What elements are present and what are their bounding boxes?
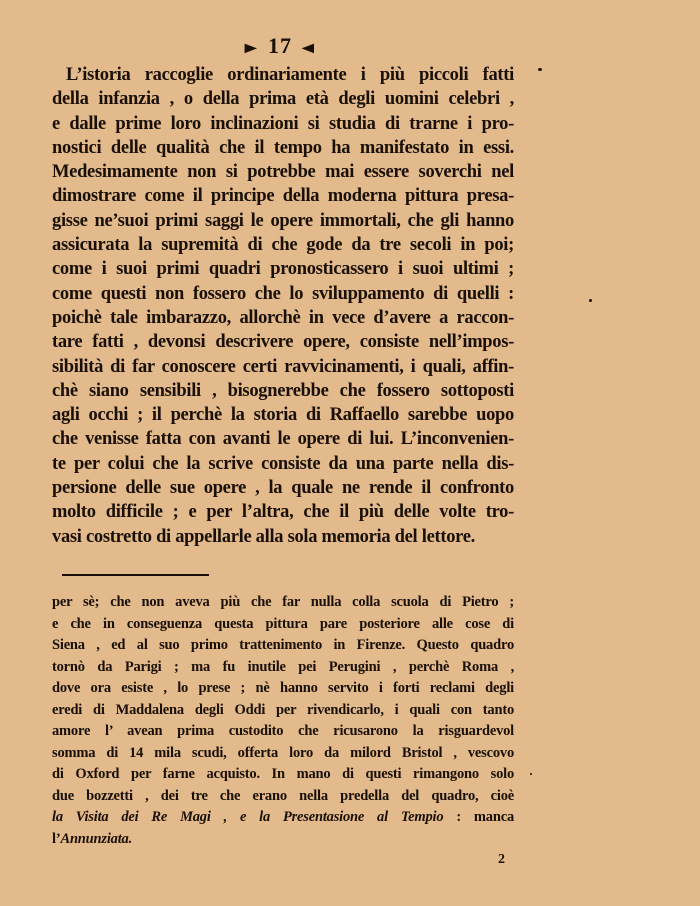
scan-speck (538, 68, 542, 71)
text-line: come questi non fossero che lo sviluppamento di quelli : (52, 283, 514, 304)
left-ornament-icon: ► (240, 40, 263, 57)
text-line: che venisse fatta con avanti le opere di lui. L’inconvenien- (52, 429, 514, 450)
footnote-line (52, 807, 514, 829)
text-line: persione delle sue opere , la quale ne rende il confronto (52, 478, 514, 499)
text-line: della infanzia , o della prima età degli uomini celebri , (52, 89, 514, 110)
text-line: L’istoria raccoglie ordinariamente i più piccoli fatti (66, 65, 514, 85)
footnote-line: amore l’ avean prima custodito che ricusarono la risguardevol (52, 723, 514, 739)
footnote-line: dove ora esiste , lo prese ; nè hanno servito i forti reclami degli (52, 680, 514, 696)
footnote (52, 592, 514, 850)
footnote-line: somma di 14 mila scudi, offerta loro da milord Bristol , vescovo (52, 744, 514, 761)
footnote-line: tornò da Parigi ; ma fu inutile pei Perugini , perchè Roma , (52, 658, 514, 675)
text-line: Medesimamente non si potrebbe mai essere soverchi nel (52, 162, 514, 183)
text-line: chè siano sensibili , bisognerebbe che fossero sottoposti (52, 380, 514, 401)
text-line: molto difficile ; e per l’altra, che il più delle volte tro- (52, 502, 514, 523)
page-number: 17 (268, 33, 292, 58)
text-line: nostici delle qualità che il tempo ha manifestato in essi. (52, 137, 514, 158)
text-line: assicurata la supremità di che gode da tre secoli in poi; (52, 235, 514, 256)
main-text (52, 63, 514, 549)
text-line: agli occhi ; il perchè la storia di Raffaello sarebbe uopo (52, 405, 514, 426)
page-header (0, 33, 560, 62)
text-line: sibilità di far conoscere certi ravvicinamenti, i quali, affin- (52, 356, 514, 377)
text-line: gisse ne’suoi primi saggi le opere immortali, che gli hanno (52, 210, 514, 231)
right-ornament-icon: ◄ (297, 40, 320, 57)
footnote-line: di Oxford per farne acquisto. In mano di questi rimangono solo (52, 766, 514, 782)
footnote-line: eredi di Maddalena degli Oddi per rivendicarlo, i quali con tanto (52, 701, 514, 718)
italic-title: la Visita dei Re Magi , e la Presentasione al Tempio (52, 809, 444, 825)
text-line: e dalle prime loro inclinazioni si studia di trarne i pro- (52, 113, 514, 134)
footnote-divider (62, 574, 209, 576)
footnote-text: l’ (52, 830, 61, 847)
italic-title: Annunziata. (60, 830, 133, 847)
text-line: te per colui che la scrive consiste da una parte nella dis- (52, 453, 514, 474)
footnote-text: : manca (443, 809, 515, 825)
text-line: tare fatti , devonsi descrivere opere, consiste nell’impos- (52, 332, 514, 353)
text-line: vasi costretto di appellarle alla sola memoria del lettore. (52, 526, 475, 547)
footnote-line: per sè; che non aveva più che far nulla colla scuola di Pietro ; (52, 594, 514, 610)
footnote-line: due bozzetti , dei tre che erano nella predella del quadro, cioè (52, 787, 514, 804)
footnote-line (52, 829, 514, 851)
text-line: come i suoi primi quadri pronosticassero i suoi ultimi ; (52, 259, 514, 280)
scan-speck (589, 299, 592, 302)
scan-speck (530, 773, 532, 775)
text-line: poichè tale imbarazzo, allorchè in vece d’avere a raccon- (52, 307, 514, 328)
signature-mark: 2 (498, 852, 505, 867)
footnote-line: Siena , ed al suo primo trattenimento in Firenze. Questo quadro (52, 637, 514, 653)
text-line: dimostrare come il principe della moderna pittura presa- (52, 186, 514, 207)
footnote-line: e che in conseguenza questa pittura pare posteriore alle cose di (52, 615, 514, 632)
